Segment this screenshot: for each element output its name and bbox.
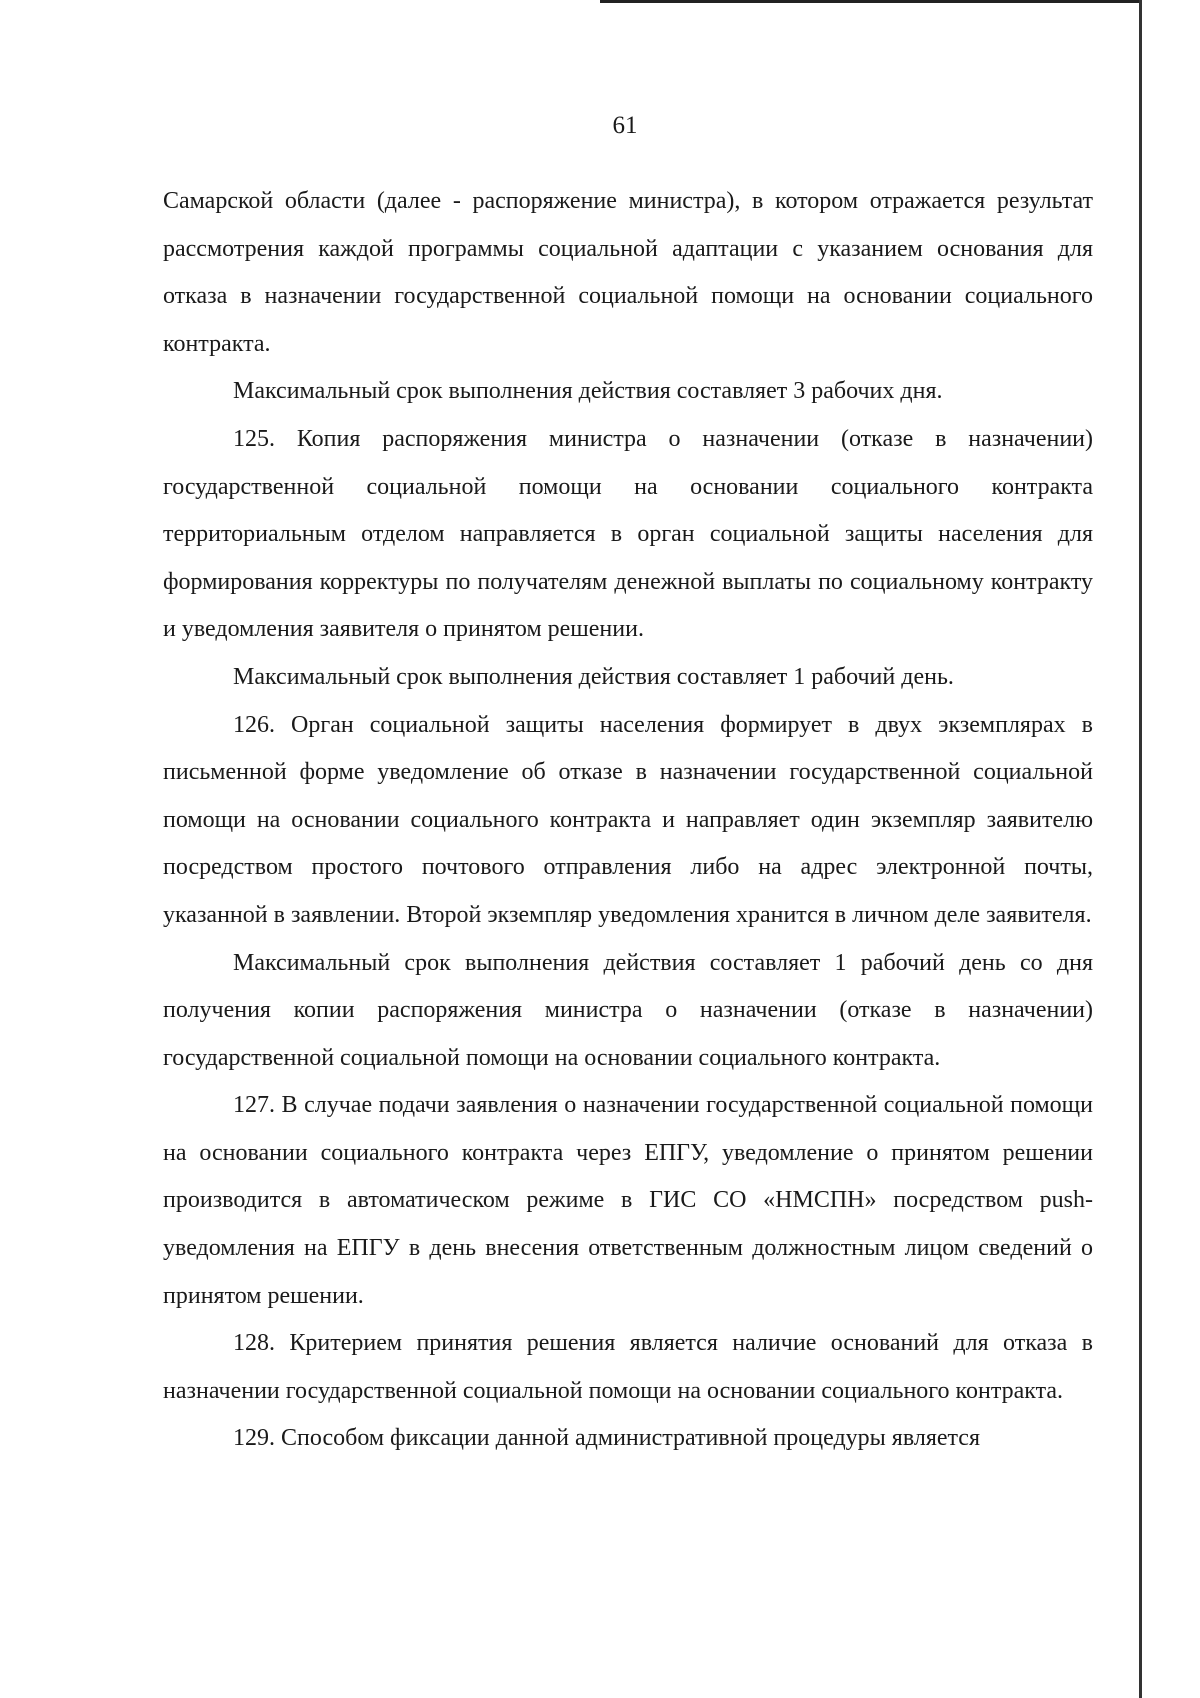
document-body (163, 178, 1093, 1463)
top-border-line (600, 0, 1140, 3)
paragraph-129: 129. Способом фиксации данной административной процедуры является (233, 1425, 980, 1452)
paragraph-deadline-1-day: Максимальный срок выполнения действия составляет 1 рабочий день. (233, 663, 954, 690)
paragraph-126: 126. Орган социальной защиты населения формирует в двух экземплярах в письменной форме уведомление об отказе в назначении государственной социальной помощи на основании социального контракта и направляет один экземпляр заявителю посредством простого почтового отправления либо на адрес электронной почты, указанной в заявлении. Второй экземпляр уведомления хранится в личном деле заявителя. (163, 711, 1093, 928)
right-border-line (1139, 0, 1142, 1698)
paragraph-127: 127. В случае подачи заявления о назначении государственной социальной помощи на основании социального контракта через ЕПГУ, уведомление о принятом решении производится в автоматическом режиме в ГИС СО «НМСПН» посредством push-уведомления на ЕПГУ в день внесения ответственным должностным лицом сведений о принятом решении. (163, 1092, 1093, 1309)
paragraph-continuation: Самарской области (далее - распоряжение министра), в котором отражается результат рассмотрения каждой программы социальной адаптации с указанием основания для отказа в назначении государственной социальной помощи на основании социального контракта. (163, 188, 1093, 357)
paragraph-deadline-1-day-from-receipt: Максимальный срок выполнения действия составляет 1 рабочий день со дня получения копии распоряжения министра о назначении (отказе в назначении) государственной социальной помощи на основании социального контракта. (163, 949, 1093, 1071)
paragraph-deadline-3-days: Максимальный срок выполнения действия составляет 3 рабочих дня. (233, 378, 943, 405)
paragraph-125: 125. Копия распоряжения министра о назначении (отказе в назначении) государственной социальной помощи на основании социального контракта территориальным отделом направляется в орган социальной защиты населения для формирования корректуры по получателям денежной выплаты по социальному контракту и уведомления заявителя о принятом решении. (163, 425, 1093, 643)
page-number: 61 (612, 112, 638, 139)
paragraph-128: 128. Критерием принятия решения является наличие оснований для отказа в назначении государственной социальной помощи на основании социального контракта. (163, 1330, 1093, 1404)
